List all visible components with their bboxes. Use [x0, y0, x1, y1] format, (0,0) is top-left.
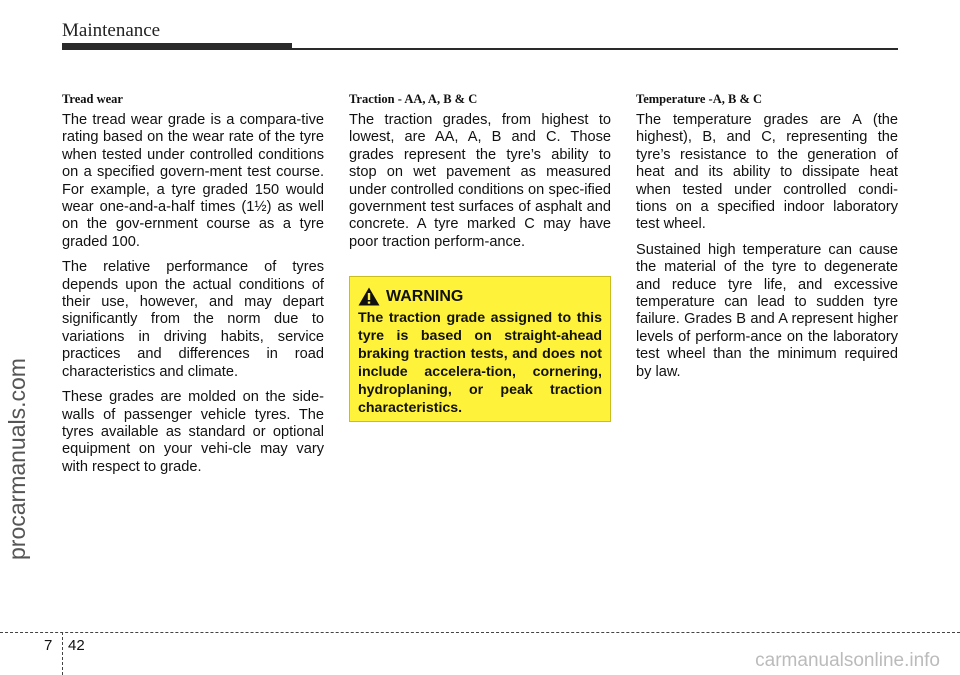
- chapter-number: 7: [44, 637, 53, 654]
- section-title-temperature: Temperature -A, B & C: [636, 92, 763, 106]
- warning-triangle-icon: [358, 287, 380, 306]
- warning-text: The traction grade assigned to this tyre is based on straight-ahead braking traction tests, and does not include accelera-tion, cornering, hydroplaning, or peak traction characteristics.: [358, 310, 602, 416]
- paragraph: The relative performance of tyres depends upon the actual conditions of their use, however, and may depart significantly from the norm due to variations in driving habits, service practices and differences in road characteristics and climate.: [62, 259, 324, 380]
- page-header-title: Maintenance: [62, 20, 161, 41]
- paragraph: Sustained high temperature can cause the material of the tyre to degenerate and reduce tyre life, and excessive temperature can lead to sudden tyre failure. Grades B and A represent higher levels of perform-ance on the laboratory test wheel than the minimum required by law.: [636, 241, 898, 380]
- warning-box: [349, 276, 611, 422]
- section-title-tread-wear: Tread wear: [62, 92, 123, 106]
- footer-rule: [0, 632, 960, 633]
- column-tread-wear: [62, 92, 324, 484]
- footer-divider: [62, 632, 63, 675]
- page-number: 42: [68, 637, 85, 654]
- side-watermark: procarmanuals.com: [4, 358, 30, 560]
- column-temperature: [636, 92, 898, 389]
- section-title-traction: Traction - AA, A, B & C: [349, 92, 478, 106]
- paragraph: The traction grades, from highest to lowest, are AA, A, B and C. Those grades represent the tyre’s ability to stop on wet pavement as measured under controlled conditions on spec-ified government test surfaces of asphalt and concrete. A tyre marked C may have poor traction perform-ance.: [349, 112, 611, 250]
- footer-watermark: carmanualsonline.info: [755, 650, 940, 671]
- warning-title: WARNING: [386, 287, 464, 305]
- warning-header: [358, 287, 602, 306]
- paragraph: The tread wear grade is a compara-tive rating based on the wear rate of the tyre when tested under controlled conditions on a specified govern-ment test course. For example, a tyre graded 150 would wear one-and-a-half times (1½) as well on the gov-ernment course as a tyre graded 100.: [62, 112, 324, 250]
- column-traction: [349, 92, 611, 259]
- header-rule: [62, 48, 898, 50]
- paragraph: These grades are molded on the side-walls of passenger vehicle tyres. The tyres available as standard or optional equipment on your vehi-cle may vary with respect to grade.: [62, 389, 324, 475]
- paragraph: The temperature grades are A (the highest), B, and C, representing the tyre’s resistance to the generation of heat and its ability to dissipate heat when tested under controlled condi-tions on a specified indoor laboratory test wheel.: [636, 112, 898, 233]
